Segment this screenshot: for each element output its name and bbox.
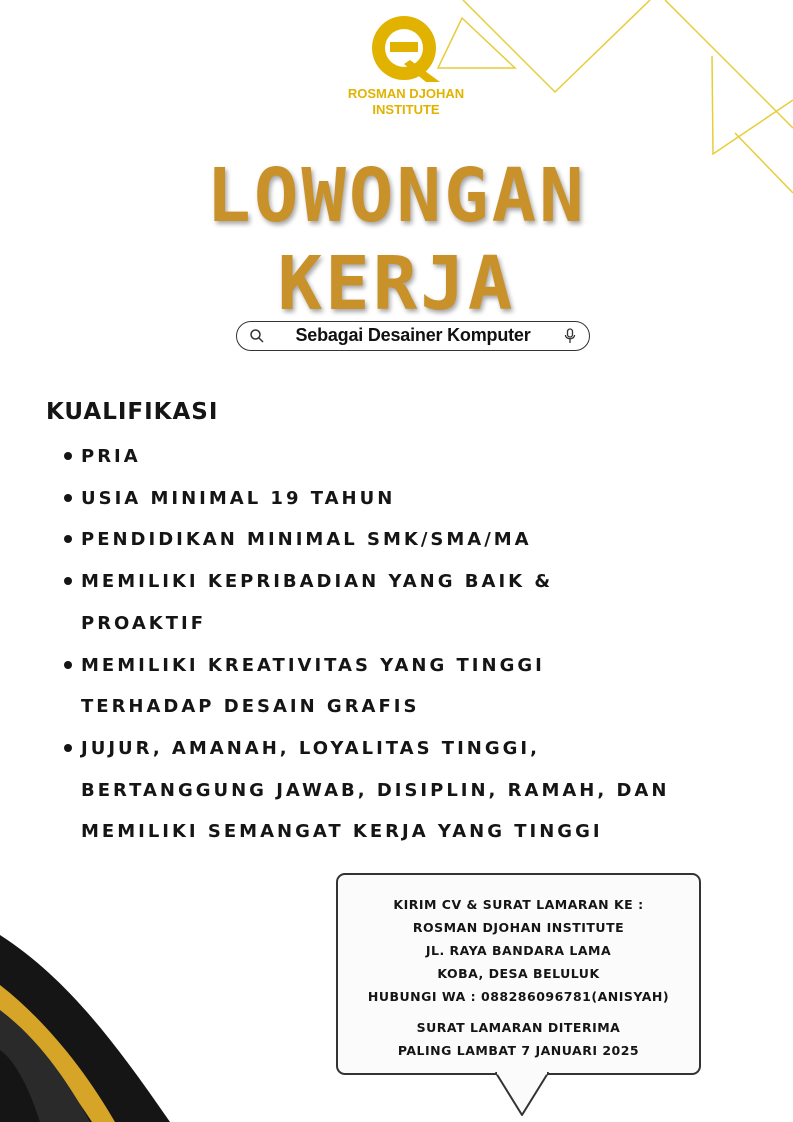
contact-line-whatsapp: HUBUNGI WA : 088286096781(ANISYAH) bbox=[367, 989, 670, 1004]
qualification-item bbox=[64, 728, 704, 853]
qualification-text: JUJUR, AMANAH, LOYALITAS TINGGI, bbox=[81, 737, 540, 759]
qualification-item bbox=[64, 561, 704, 644]
contact-line-institute: ROSMAN DJOHAN INSTITUTE bbox=[412, 920, 625, 935]
contact-line-send-cv: KIRIM CV & SURAT LAMARAN KE : bbox=[393, 897, 644, 912]
logo-line-2: INSTITUTE bbox=[372, 102, 440, 117]
rd-logo-icon bbox=[360, 12, 452, 84]
qualification-text: MEMILIKI SEMANGAT KERJA YANG TINGGI bbox=[81, 821, 603, 843]
qualification-text: USIA MINIMAL 19 TAHUN bbox=[81, 487, 396, 509]
qualification-item bbox=[64, 436, 704, 478]
qualification-text: PENDIDIKAN MINIMAL SMK/SMA/MA bbox=[81, 529, 532, 551]
contact-text bbox=[338, 893, 699, 1062]
position-title: Sebagai Desainer Komputer bbox=[295, 325, 531, 345]
contact-line-village: KOBA, DESA BELULUK bbox=[437, 966, 600, 981]
logo-name bbox=[341, 86, 471, 118]
qualification-text: MEMILIKI KEPRIBADIAN YANG BAIK & bbox=[81, 571, 554, 593]
qualification-item bbox=[64, 519, 704, 561]
qualification-item bbox=[64, 478, 704, 520]
qualification-text: PROAKTIF bbox=[81, 612, 207, 634]
position-search-bar bbox=[236, 321, 590, 351]
qualification-item bbox=[64, 645, 704, 728]
contact-line-street: JL. RAYA BANDARA LAMA bbox=[425, 943, 612, 958]
contact-bubble bbox=[336, 873, 701, 1075]
contact-line-deadline-label: SURAT LAMARAN DITERIMA bbox=[416, 1020, 621, 1035]
qualification-text: PRIA bbox=[81, 446, 141, 467]
bottom-left-swoosh bbox=[0, 935, 170, 1122]
title-line-1: LOWONGAN bbox=[206, 153, 587, 239]
qualification-text: BERTANGGUNG JAWAB, DISIPLIN, RAMAH, DAN bbox=[81, 779, 670, 801]
qualification-text: MEMILIKI KREATIVITAS YANG TINGGI bbox=[81, 654, 545, 676]
logo-line-1: ROSMAN DJOHAN bbox=[347, 86, 465, 101]
qualifications-heading: KUALIFIKASI bbox=[46, 399, 219, 425]
title-line-2: KERJA bbox=[277, 241, 516, 327]
institute-logo bbox=[341, 12, 471, 118]
qualifications-list bbox=[64, 436, 704, 853]
qualification-text: TERHADAP DESAIN GRAFIS bbox=[81, 696, 420, 718]
microphone-icon bbox=[563, 328, 577, 344]
contact-line-deadline-date: PALING LAMBAT 7 JANUARI 2025 bbox=[397, 1043, 640, 1058]
